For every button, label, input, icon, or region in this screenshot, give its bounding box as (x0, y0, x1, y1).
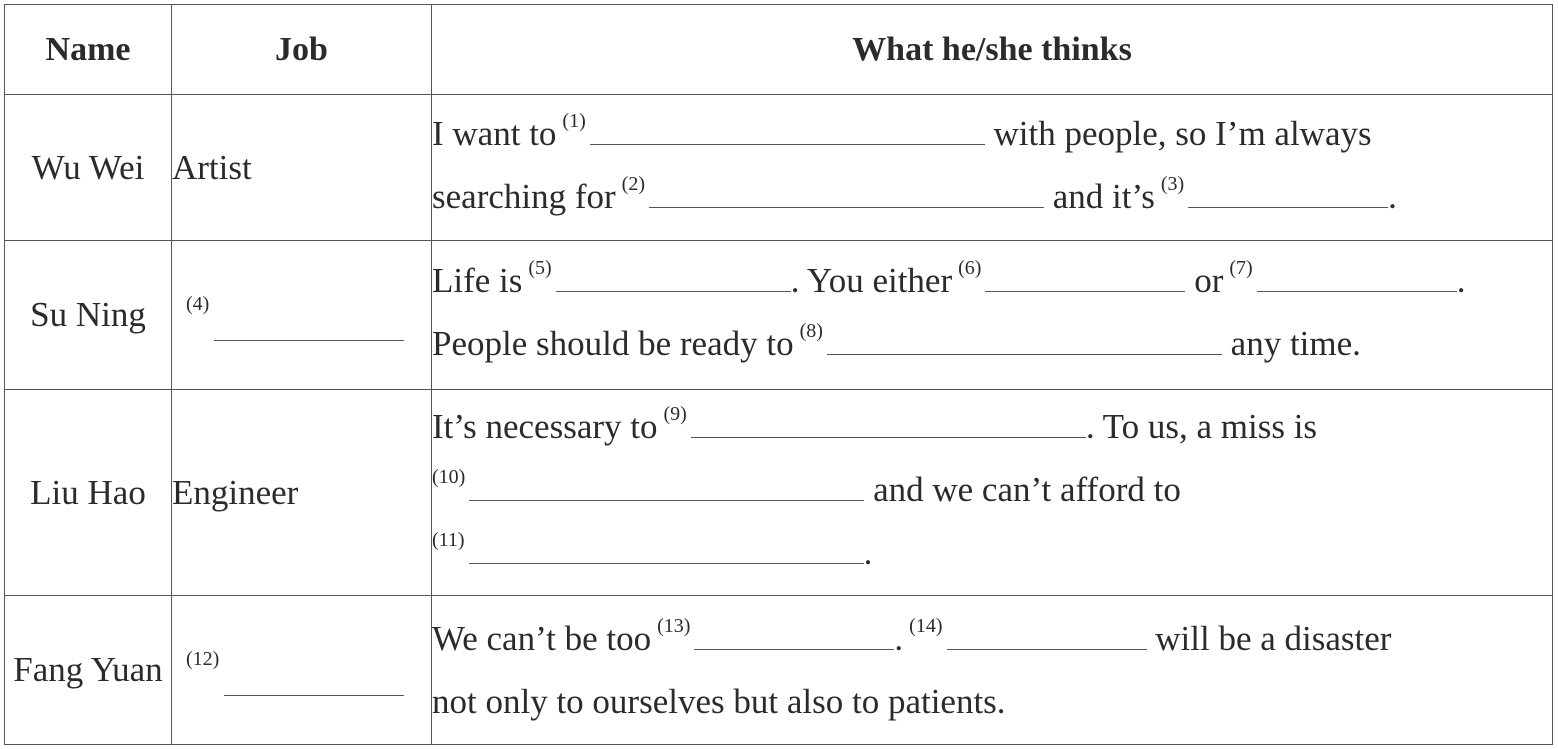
table-row (5, 241, 1553, 390)
text: People should be ready to (432, 324, 794, 363)
answer-blank[interactable] (469, 539, 864, 564)
text: . You either (790, 261, 953, 300)
job-cell (172, 241, 432, 390)
header-row (5, 5, 1553, 95)
thinks-cell (432, 95, 1553, 241)
text: . (894, 619, 904, 658)
name-cell: Liu Hao (5, 390, 172, 596)
blank-number: (1) (562, 109, 586, 132)
text: . (1388, 176, 1397, 216)
answer-blank[interactable] (224, 671, 404, 696)
blank-number: (9) (663, 403, 687, 425)
answer-blank[interactable] (947, 625, 1147, 650)
answer-blank[interactable] (469, 476, 864, 501)
text: and it’s (1052, 176, 1155, 216)
thinks-cell (432, 596, 1553, 745)
text: Life is (432, 261, 523, 300)
text: I want to (432, 113, 557, 153)
header-thinks: What he/she thinks (432, 5, 1553, 95)
text: or (1194, 261, 1224, 300)
blank-number: (3) (1160, 172, 1185, 195)
header-name: Name (5, 5, 172, 95)
header-job: Job (172, 5, 432, 95)
job-cell (172, 596, 432, 745)
answer-blank[interactable] (1188, 183, 1388, 208)
blank-number: (11) (432, 529, 465, 551)
text: . (863, 533, 873, 572)
text: We can’t be too (432, 619, 652, 658)
table-row (5, 95, 1553, 241)
job-cell: Engineer (172, 390, 432, 596)
name-cell: Wu Wei (5, 95, 172, 241)
blank-number: (5) (528, 257, 552, 279)
text: searching for (432, 176, 616, 216)
answer-blank[interactable] (214, 316, 404, 341)
blank-number: (10) (432, 466, 466, 488)
answer-blank[interactable] (1257, 267, 1457, 292)
worksheet-table (4, 4, 1553, 745)
text: It’s necessary to (432, 407, 658, 446)
text: will be a disaster (1155, 619, 1392, 658)
answer-blank[interactable] (556, 267, 791, 292)
text: not only to ourselves but also to patients. (432, 682, 1006, 721)
thinks-cell (432, 390, 1553, 596)
blank-number: (8) (799, 320, 823, 342)
answer-blank[interactable] (985, 267, 1185, 292)
job-cell: Artist (172, 95, 432, 241)
name-cell: Fang Yuan (5, 596, 172, 745)
blank-number: (12) (186, 648, 220, 670)
blank-number: (7) (1229, 257, 1253, 279)
blank-number: (4) (186, 293, 210, 315)
table-row (5, 596, 1553, 745)
thinks-cell (432, 241, 1553, 390)
text: and we can’t afford to (873, 470, 1181, 509)
text: with people, so I’m always (993, 113, 1372, 153)
answer-blank[interactable] (649, 183, 1044, 208)
text: . (1456, 261, 1466, 300)
blank-number: (13) (657, 615, 691, 637)
table-row (5, 390, 1553, 596)
text: any time. (1230, 324, 1361, 363)
blank-number: (2) (621, 172, 645, 195)
blank-number: (6) (958, 257, 982, 279)
text: . To us, a miss is (1085, 407, 1318, 446)
name-cell: Su Ning (5, 241, 172, 390)
answer-blank[interactable] (691, 413, 1086, 438)
answer-blank[interactable] (694, 625, 894, 650)
answer-blank[interactable] (827, 330, 1222, 355)
answer-blank[interactable] (590, 120, 985, 145)
blank-number: (14) (909, 615, 943, 637)
